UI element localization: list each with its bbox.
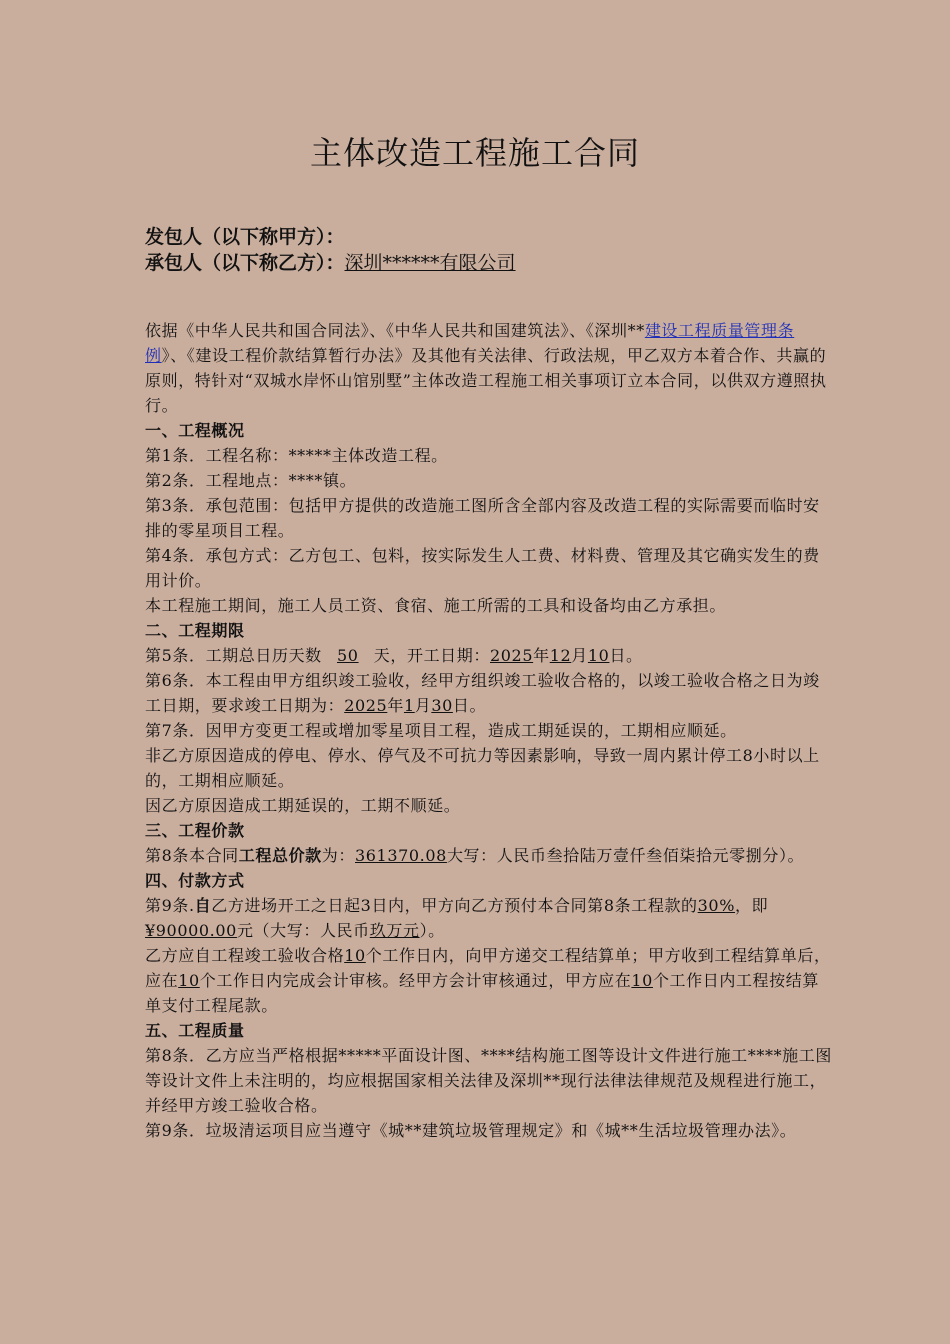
section-heading-overview: 一、工程概况 (145, 421, 245, 440)
article-1: 第1条．工程名称：*****主体改造工程。 (145, 446, 448, 465)
settlement-text-3: 个工作日内完成会计审核。经甲方会计审核通过，甲方应在 (199, 971, 632, 990)
article-8-prefix: 第8条本合同 (145, 846, 239, 865)
parties-block (145, 224, 516, 276)
total-days: 50 (337, 646, 359, 665)
day-label: 日。 (609, 646, 643, 665)
year-label: 年 (533, 646, 550, 665)
article-8-price (145, 843, 835, 868)
party-b-label: 承包人（以下称乙方）： (145, 252, 345, 274)
article-6-text: 第6条．本工程由甲方组织竣工验收，经甲方组织竣工验收合格的，以竣工验收合格之日为竣工日期，要求竣工日期为： (145, 671, 820, 715)
party-a-label: 发包人（以下称甲方）： (145, 226, 345, 248)
article-5-prefix: 第5条．工期总日历天数 (145, 646, 322, 665)
article-9-unit: 元（大写：人民币 (236, 921, 370, 940)
article-9-end: ）。 (419, 921, 445, 940)
intro-paragraph (145, 318, 835, 418)
article-8-mid: 为： (321, 846, 355, 865)
year-label: 年 (387, 696, 404, 715)
section-heading-price: 三、工程价款 (145, 821, 245, 840)
article-7: 第7条．因甲方变更工程或增加零星项目工程，造成工期延误的，工期相应顺延。 (145, 721, 737, 740)
settlement-days-3: 10 (631, 971, 653, 990)
section-heading-quality: 五、工程质量 (145, 1021, 245, 1040)
article-9-payment (145, 893, 835, 943)
settlement-paragraph (145, 943, 835, 1018)
settlement-days-2: 10 (178, 971, 200, 990)
intro-text-1: 依据《中华人民共和国合同法》、《中华人民共和国建筑法》、《深圳** (145, 321, 645, 340)
prepay-amount: ¥90000.00 (145, 921, 237, 940)
article-7-note-1: 非乙方原因造成的停电、停水、停气及不可抗力等因素影响，导致一周内累计停工8小时以上的，工期相应顺延。 (145, 746, 820, 790)
prepay-percent: 30% (697, 896, 736, 915)
article-4-note: 本工程施工期间，施工人员工资、食宿、施工所需的工具和设备均由乙方承担。 (145, 596, 727, 615)
article-7-note-2: 因乙方原因造成工期延误的，工期不顺延。 (145, 796, 461, 815)
article-3: 第3条．承包范围：包括甲方提供的改造施工图所含全部内容及改造工程的实际需要而临时安排的零星项目工程。 (145, 496, 820, 540)
settlement-text-1: 乙方应自工程竣工验收合格 (145, 946, 345, 965)
article-5-mid: 天，开工日期： (373, 646, 490, 665)
settlement-text-4: 个工作日内工程按结算单支付工程尾款。 (145, 971, 819, 1015)
total-price-words: 大写：人民币叁拾陆万壹仟叁佰柒拾元零捌分）。 (446, 846, 805, 865)
completion-year: 2025 (344, 696, 388, 715)
article-6 (145, 668, 835, 718)
article-4: 第4条．承包方式：乙方包工、包料，按实际发生人工费、材料费、管理及其它确实发生的费用计价。 (145, 546, 820, 590)
article-2: 第2条．工程地点：****镇。 (145, 471, 357, 490)
party-b-line (145, 250, 516, 276)
article-9-bold: 自 (194, 896, 212, 915)
article-9-mid: ，即 (735, 896, 769, 915)
month-label: 月 (571, 646, 588, 665)
section-heading-period: 二、工程期限 (145, 621, 245, 640)
article-5 (145, 643, 835, 668)
prepay-words: 玖万元 (369, 921, 420, 940)
article-9-text: 乙方进场开工之日起3日内，甲方向乙方预付本合同第8条工程款的 (211, 896, 698, 915)
quality-article-8: 第8条．乙方应当严格根据*****平面设计图、****结构施工图等设计文件进行施工****施工图等设计文件上未注明的，均应根据国家相关法律及深圳**现行法律法律规范及规程进行施工，并经甲方竣工验收合格。 (145, 1046, 832, 1115)
total-price-amount: 361370.08 (355, 846, 447, 865)
settlement-text-2: 个工作日内，向甲方递交工程结算单；甲方收到工程结算单后，应在 (145, 946, 831, 990)
regulation-link[interactable]: 建设工程质量管理条例 (145, 321, 795, 365)
document-title: 主体改造工程施工合同 (309, 134, 640, 172)
article-9-prefix: 第9条. (145, 896, 195, 915)
month-label: 月 (414, 696, 432, 715)
quality-article-9: 第9条．垃圾清运项目应当遵守《城**建筑垃圾管理规定》和《城**生活垃圾管理办法》。 (145, 1121, 797, 1140)
party-a-line (145, 224, 516, 250)
party-b-value: 深圳******有限公司 (344, 252, 516, 274)
day-label: 日。 (452, 696, 487, 715)
contract-body (145, 318, 835, 1143)
start-year: 2025 (489, 646, 534, 665)
completion-day: 30 (431, 696, 453, 715)
start-month: 12 (549, 646, 572, 665)
start-day: 10 (587, 646, 610, 665)
total-price-label: 工程总价款 (238, 846, 322, 865)
intro-text-2: 》、《建设工程价款结算暂行办法》及其他有关法律、行政法规，甲乙双方本着合作、共赢的原则，特针对“双城水岸怀山馆别墅”主体改造工程施工相关事项订立本合同，以供双方遵照执行。 (145, 346, 827, 415)
completion-month: 1 (403, 696, 415, 715)
settlement-days-1: 10 (344, 946, 366, 965)
section-heading-payment: 四、付款方式 (145, 871, 245, 890)
